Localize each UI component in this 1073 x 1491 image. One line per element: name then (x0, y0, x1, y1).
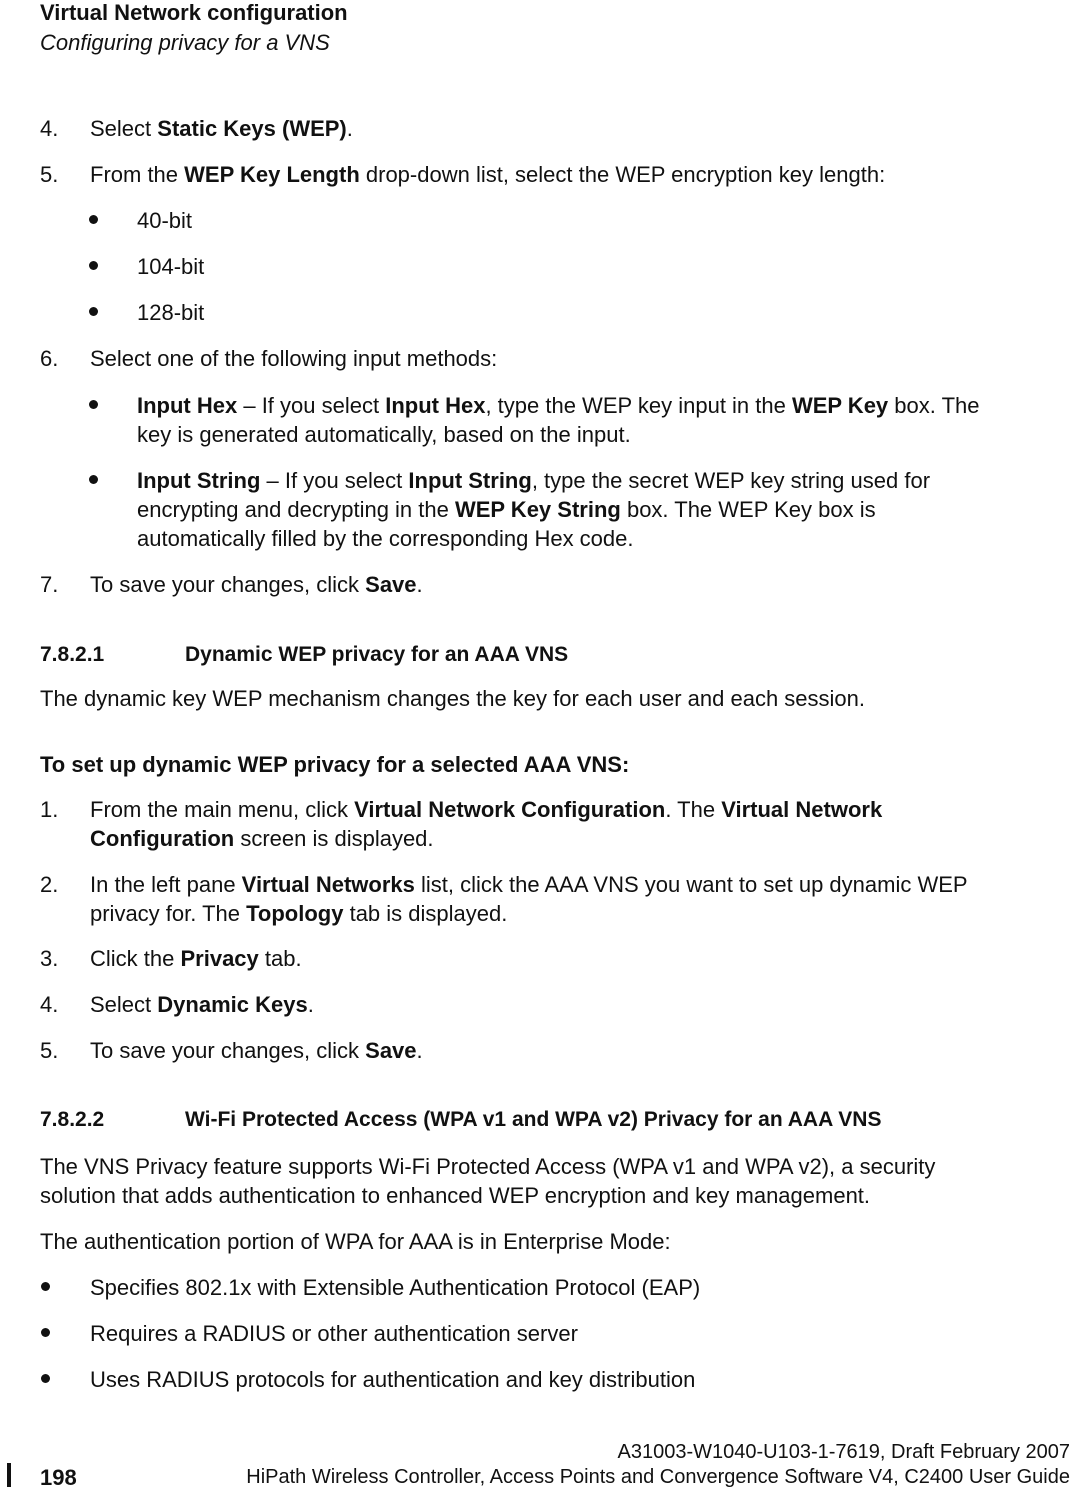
text-run: To save your changes, click (90, 1038, 366, 1063)
step-number: 4. (40, 992, 59, 1017)
bullet-icon (89, 307, 98, 316)
text-run: box. The (888, 393, 980, 418)
bullet-icon (89, 475, 98, 484)
header-subtitle: Configuring privacy for a VNS (40, 30, 330, 55)
text-run: encrypting and decrypting in the (137, 497, 455, 522)
page-number: 198 (40, 1465, 77, 1490)
text-run: . (307, 992, 314, 1017)
step-text-continuation (90, 824, 434, 853)
step-number: 1. (40, 797, 59, 822)
term: Configuration (90, 826, 235, 851)
list-item: Requires a RADIUS or other authentication server (90, 1321, 578, 1346)
footer-doc-id: A31003-W1040-U103-1-7619, Draft February 2007 (617, 1441, 1070, 1463)
term: Virtual Network Configuration (354, 797, 666, 822)
term: Input String (408, 468, 532, 493)
text-run: – If you select (237, 393, 386, 418)
step-text-post: . (346, 116, 353, 141)
term: WEP Key (791, 393, 889, 418)
step-text (90, 795, 882, 824)
text-run: – If you select (260, 468, 409, 493)
step-text (90, 570, 423, 599)
step-text (90, 870, 968, 899)
step-text-post: drop-down list, select the WEP encryption key length: (359, 162, 886, 187)
text-run: tab. (258, 946, 302, 971)
text-run: Select (90, 992, 158, 1017)
step-text (90, 1036, 423, 1065)
step-number: 4. (40, 116, 59, 141)
step-text-pre: From the (90, 162, 185, 187)
step-number: 2. (40, 872, 59, 897)
bullet-icon (89, 261, 98, 270)
section-title: Wi-Fi Protected Access (WPA v1 and WPA v2) Privacy for an AAA VNS (185, 1108, 882, 1131)
text-run: In the left pane (90, 872, 242, 897)
bullet-icon (89, 215, 98, 224)
text-run: tab is displayed. (343, 901, 508, 926)
paragraph: The dynamic key WEP mechanism changes the key for each user and each session. (40, 686, 866, 711)
term: Input String (137, 468, 261, 493)
term: Save (365, 572, 417, 597)
list-item-continuation: key is generated automatically, based on the input. (137, 422, 631, 447)
step-text (90, 160, 885, 189)
list-item-continuation: automatically filled by the corresponding Hex code. (137, 526, 634, 551)
footer-bar (7, 1463, 11, 1487)
list-item: Specifies 802.1x with Extensible Authentication Protocol (EAP) (90, 1275, 701, 1300)
step-number: 5. (40, 162, 59, 187)
step-text-pre: Select (90, 116, 158, 141)
text-run: From the main menu, click (90, 797, 355, 822)
text-run: To save your changes, click (90, 572, 366, 597)
text-run: . (416, 1038, 423, 1063)
text-run: screen is displayed. (234, 826, 434, 851)
text-run: . (416, 572, 423, 597)
section-number: 7.8.2.2 (40, 1108, 105, 1131)
list-item (137, 391, 980, 420)
step-text-continuation (90, 899, 507, 928)
step-number: 7. (40, 572, 59, 597)
term: Input Hex (137, 393, 238, 418)
text-run: privacy for. The (90, 901, 247, 926)
step-text (90, 944, 302, 973)
list-item: 128-bit (137, 300, 205, 325)
list-item (137, 466, 930, 495)
step-number: 5. (40, 1038, 59, 1063)
step-text: Select one of the following input methods: (90, 346, 498, 371)
step-text (90, 990, 314, 1019)
term: Virtual Networks (241, 872, 415, 897)
header-title: Virtual Network configuration (40, 0, 348, 25)
step-number: 6. (40, 346, 59, 371)
term: Privacy (180, 946, 259, 971)
term: WEP Key String (454, 497, 621, 522)
paragraph: solution that adds authentication to enhanced WEP encryption and key management. (40, 1183, 871, 1208)
text-run: , type the secret WEP key string used for (531, 468, 931, 493)
term: Topology (246, 901, 344, 926)
procedure-title: To set up dynamic WEP privacy for a selected AAA VNS: (40, 752, 630, 777)
bullet-icon (89, 400, 98, 409)
term: Virtual Network (721, 797, 883, 822)
text-run: , type the WEP key input in the (485, 393, 792, 418)
step-number: 3. (40, 946, 59, 971)
text-run: box. The WEP Key box is (620, 497, 876, 522)
list-item: Uses RADIUS protocols for authentication and key distribution (90, 1367, 696, 1392)
text-run: list, click the AAA VNS you want to set up dynamic WEP (414, 872, 968, 897)
term: Input Hex (385, 393, 486, 418)
bullet-icon (41, 1328, 50, 1337)
section-number: 7.8.2.1 (40, 643, 105, 666)
paragraph: The VNS Privacy feature supports Wi-Fi Protected Access (WPA v1 and WPA v2), a security (40, 1154, 936, 1179)
list-item: 40-bit (137, 208, 193, 233)
paragraph: The authentication portion of WPA for AAA is in Enterprise Mode: (40, 1229, 671, 1254)
term: Dynamic Keys (157, 992, 308, 1017)
bullet-icon (41, 1282, 50, 1291)
footer-doc-title: HiPath Wireless Controller, Access Points and Convergence Software V4, C2400 User Guide (246, 1466, 1070, 1488)
step-text-bold: Static Keys (WEP) (157, 116, 347, 141)
step-text (90, 114, 353, 143)
bullet-icon (41, 1374, 50, 1383)
section-title: Dynamic WEP privacy for an AAA VNS (185, 643, 569, 666)
list-item-continuation (137, 495, 876, 524)
list-item: 104-bit (137, 254, 205, 279)
text-run: . The (665, 797, 722, 822)
step-text-bold: WEP Key Length (184, 162, 360, 187)
text-run: Click the (90, 946, 181, 971)
term: Save (365, 1038, 417, 1063)
